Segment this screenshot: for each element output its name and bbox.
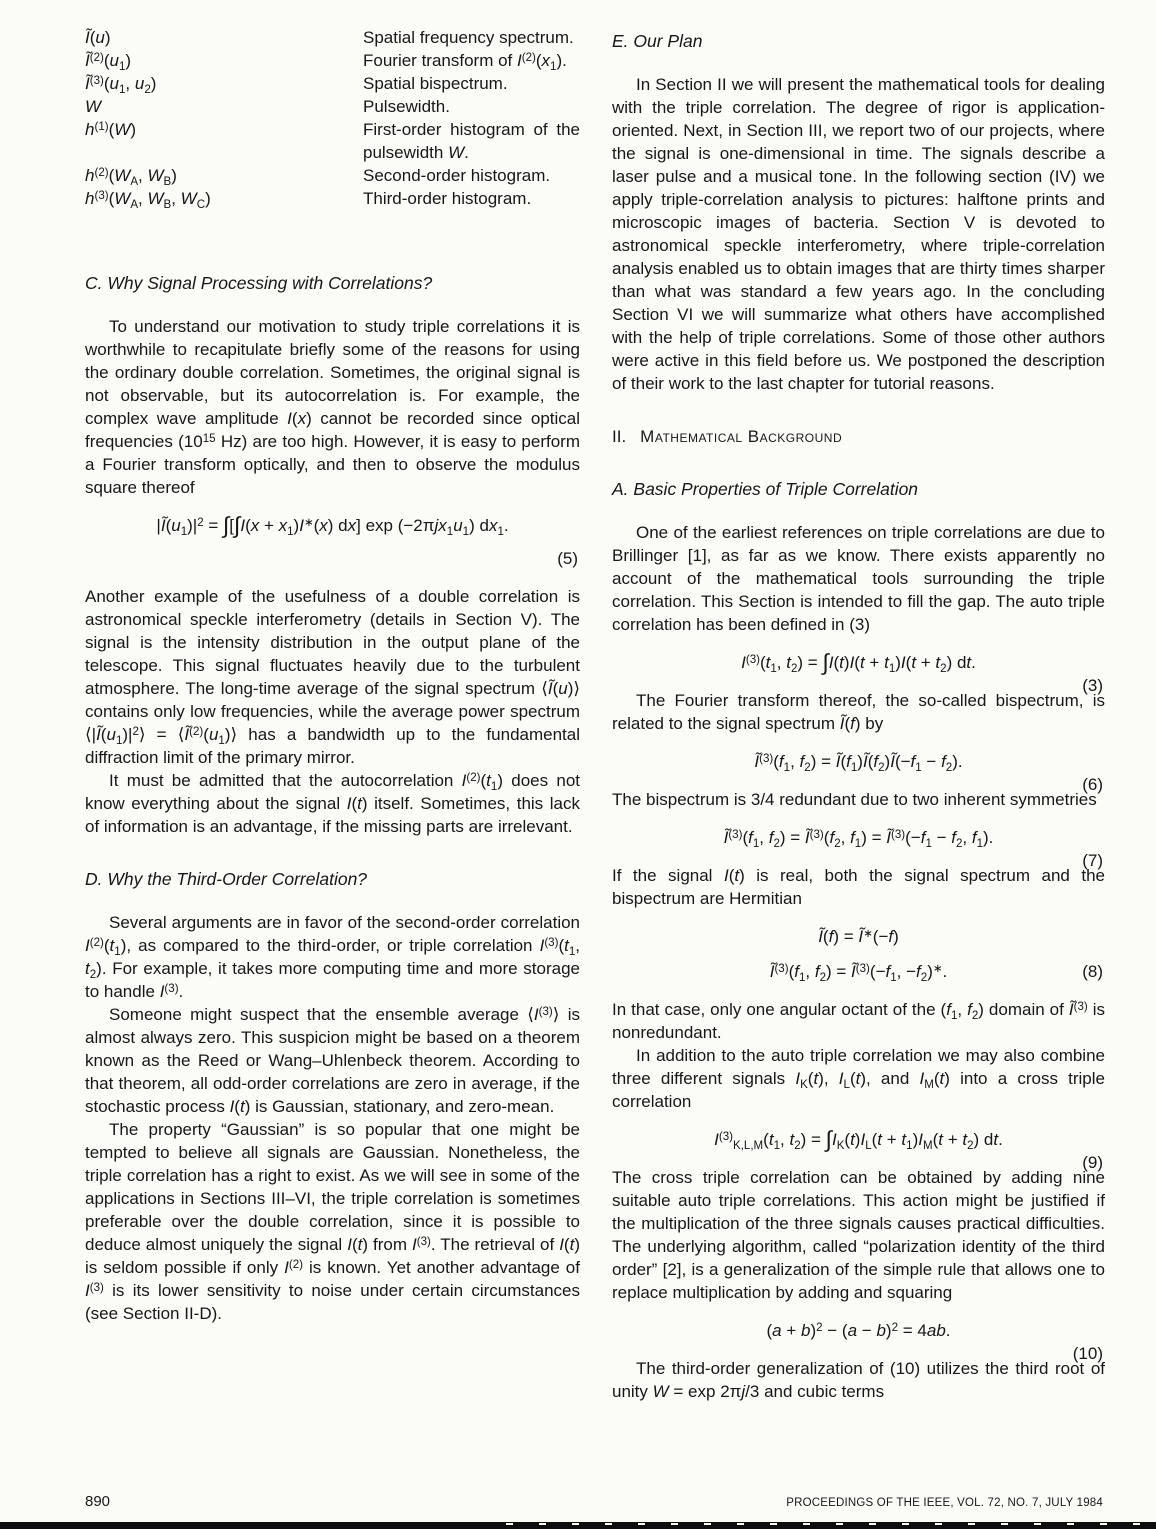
notation-row [85,49,580,72]
page-footer [85,1493,1103,1510]
notation-definition: Spatial bispectrum. [363,74,508,93]
equation-body: $I^{(3)}(t_1$, $t_2) = \int I(t)I(t + t_1)I(t + t_2)$ dt. [741,649,976,676]
equation-body: $I^{(3)}_{K,L,M}(t_1$, $t_2) = \int I_K(t)I_L(t + t_1)I_M(t + t_2)$ dt. [714,1126,1003,1153]
page-number: 890 [85,1493,111,1510]
equation-body: $Ĩ^{(3)}(f_1$, $f_2$) = $Ĩ(f_1)Ĩ(f_2)Ĩ(-f_1 - f_2)$. [754,752,963,775]
notation-term: $h^{(1)}(W)$ [85,120,136,139]
notation-row [85,118,580,164]
chapter-number: II. [612,427,627,446]
section-e-heading: E. Our Plan [612,31,703,51]
two-column-layout [85,26,1105,1403]
paragraph: One of the earliest references on triple correlations are due to Brillinger [1], as far as we know. There exists apparently no account of the mathematical tools surrounding the triple correlation. This Section is intended to fill the gap. The auto triple correlation has been defined in (3) [612,523,1105,634]
notation-definition: Fourier transform of $I^{(2)}(x_1)$. [363,51,567,74]
paragraph: The bispectrum is 3/4 redundant due to two inherent symmetries [612,790,1097,810]
equation-number: (5) [557,549,578,569]
equation-number: (3) [1082,676,1103,696]
equation-body: $Ĩ^{(3)}(f_1$, $f_2$) = $Ĩ^{(3)}(f_2$, $f_1$) = $Ĩ^{(3)}(-f_1 - f_2$, $f_1$). [723,828,994,851]
equation-body: $|Ĩ(u_1)|^2 = \int[\int I(x + x_1)I^∗(x)$ dx] $\exp (-2\pi jx_1u_1)$ $dx_1$. [156,512,509,539]
notation-term: $Ĩ^{(3)}(u_1$, $u_2$) [85,74,157,97]
notation-list [85,26,580,210]
chapter-title: Mathematical Background [640,427,843,446]
section-a-heading: A. Basic Properties of Triple Correlation [612,479,919,499]
equation-body: $Ĩ^{(3)}(f_1$, $f_2$) = $Ĩ^{(3)}(-f_1$, $-f_2)^∗$. [769,962,948,985]
journal-citation: PROCEEDINGS OF THE IEEE, VOL. 72, NO. 7, JULY 1984 [786,1497,1103,1509]
paragraph: The property “Gaussian” is so popular that one might be tempted to believe all signals are Gaussian. Nonetheless, the triple correlation has a right to exist. As we will see in some of the applications in Sections III–VI, the triple correlation is sometimes preferable over the double correlation, since it is possible to deduce almost uniquely the signal I(t) from $I^{(3)}$. The retrieval of I(t) is seldom possible if only $I^{(2)}$ is known. Yet another advantage of $I^{(3)}$ is its lower sensitivity to noise under certain circumstances (see Section II-D). [85,1120,580,1324]
notation-row [85,26,580,49]
paragraph: In addition to the auto triple correlation we may also combine three different signals $I_K(t)$, $I_L(t)$, and $I_M(t)$ into a cross triple correlation [612,1046,1105,1112]
notation-term: $h^{(3)}(W_A$, $W_B$, $W_C$) [85,189,211,212]
paragraph: In Section II we will present the mathematical tools for dealing with the triple correlation. The degree of rigor is application-oriented. Next, in Section III, we report two of our projects, where the signal is one-dimensional in time. The signals describe a laser pulse and a musical tone. In the following section (IV) we apply triple-correlation analysis to pictures: halftone prints and microscopic images of bacteria. Section V is devoted to astronomical speckle interferometry, where triple-correlation analysis enabled us to obtain images that are thirty times sharper than what was standard a few years ago. In the concluding Section VI we will summarize what others have accomplished with the help of triple correlations. Some of those other authors were active in this field before us. We postponed the description of their work to the last chapter for tutorial reasons. [612,75,1105,393]
equation-10 [612,1319,1105,1364]
notation-definition: Second-order histogram. [363,166,551,185]
paragraph: It must be admitted that the autocorrelation $I^{(2)}(t_1)$ does not know everything about the signal I(t) itself. Sometimes, this lack of information is an advantage, if the missing parts are irrelevant. [85,771,581,837]
equation-number: (10) [1072,1344,1103,1364]
equation-7 [612,826,1105,871]
equation-number: (6) [1082,775,1103,795]
paragraph: The cross triple correlation can be obtained by adding nine suitable auto triple correlations. This action might be justified if the multiplication of the three signals causes practical difficulties. The underlying algorithm, called “polarization identity of the third order” [2], is a generalization of the simple rule that allows one to replace multiplication by adding and squaring [612,1168,1105,1303]
equation-number: (7) [1082,851,1103,871]
notation-definition: Third-order histogram. [363,189,532,208]
paragraph: Several arguments are in favor of the second-order correlation $I^{(2)}(t_1)$, as compared to the third-order, or triple correlation $I^{(3)}(t_1$, $t_2$). For example, it takes more computing time and more storage to handle $I^{(3)}$. [85,913,580,1002]
notation-definition: First-order histogram of the pulsewidth W. [363,120,580,162]
equation-8 [612,925,1105,983]
equation-number: (8) [1082,962,1103,982]
notation-definition: Pulsewidth. [363,97,450,116]
section-d-heading: D. Why the Third-Order Correlation? [85,869,368,890]
paragraph: Someone might suspect that the ensemble average $⟨I^{(3)}⟩$ is almost always zero. This suspicion might be based on a theorem known as the Reed or Wang–Uhlenbeck theorem. According to that theorem, all odd-order correlations are zero in average, if the stochastic process I(t) is Gaussian, stationary, and zero-mean. [85,1005,580,1117]
chapter-2-heading [612,425,1105,448]
paragraph: In that case, only one angular octant of the ($f_1$, $f_2$) domain of $Ĩ^{(3)}$ is nonredundant. [612,1000,1106,1043]
paragraph: To understand our motivation to study triple correlations it is worthwhile to recapitulate briefly some of the reasons for using the ordinary double correlation. Sometimes, the original signal is not observable, but its autocorrelation is. For example, the complex wave amplitude I(x) cannot be recorded since optical frequencies ($10^{15}$ Hz) are too high. However, it is easy to perform a Fourier transform optically, and then to observe the modulus square thereof [85,317,581,497]
notation-term: $Ĩ^{(2)}(u_1)$ [85,51,132,74]
notation-row [85,164,580,187]
equation-number: (9) [1082,1153,1103,1173]
right-column [612,26,1105,1403]
notation-row [85,72,580,95]
equation-6 [612,750,1105,795]
paragraph: If the signal I(t) is real, both the signal spectrum and the bispectrum are Hermitian [612,866,1105,909]
equation-3 [612,649,1105,696]
notation-term: $h^{(2)}(W_A$, $W_B$) [85,166,177,189]
paragraph: Another example of the usefulness of a double correlation is astronomical speckle interferometry (details in Section V). The signal is the intensity distribution in the output plane of the telescope. This signal fluctuates heavily due to the turbulent atmosphere. The long-time average of the signal spectrum ⟨Ĩ(u)⟩ contains only low frequencies, while the average power spectrum $⟨|Ĩ(u_1)|^2⟩$ = $⟨Ĩ^{(2)}(u_1)⟩$ has a bandwidth up to the fundamental diffraction limit of the primary mirror. [85,587,580,768]
paragraph: The third-order generalization of (10) utilizes the third root of unity W = exp 2πj/3 and cubic terms [612,1359,1105,1402]
section-c-heading: C. Why Signal Processing with Correlations? [85,273,433,293]
equation-body: $(a + b)^2 - (a - b)^2 = 4ab$. [766,1321,951,1341]
notation-definition: Spatial frequency spectrum. [363,28,574,47]
notation-row [85,95,580,118]
scan-edge-dashes [480,1523,1156,1525]
notation-row [85,187,580,210]
equation-5 [85,514,580,570]
paragraph: The Fourier transform thereof, the so-called bispectrum, is related to the signal spectrum Ĩ(f) by [612,691,1105,734]
left-column [85,26,580,1403]
equation-9 [612,1126,1105,1173]
notation-term: W [85,97,102,116]
equation-body: Ĩ(f) = Ĩ∗(−f) [818,927,899,947]
notation-term: Ĩ(u) [85,28,111,47]
